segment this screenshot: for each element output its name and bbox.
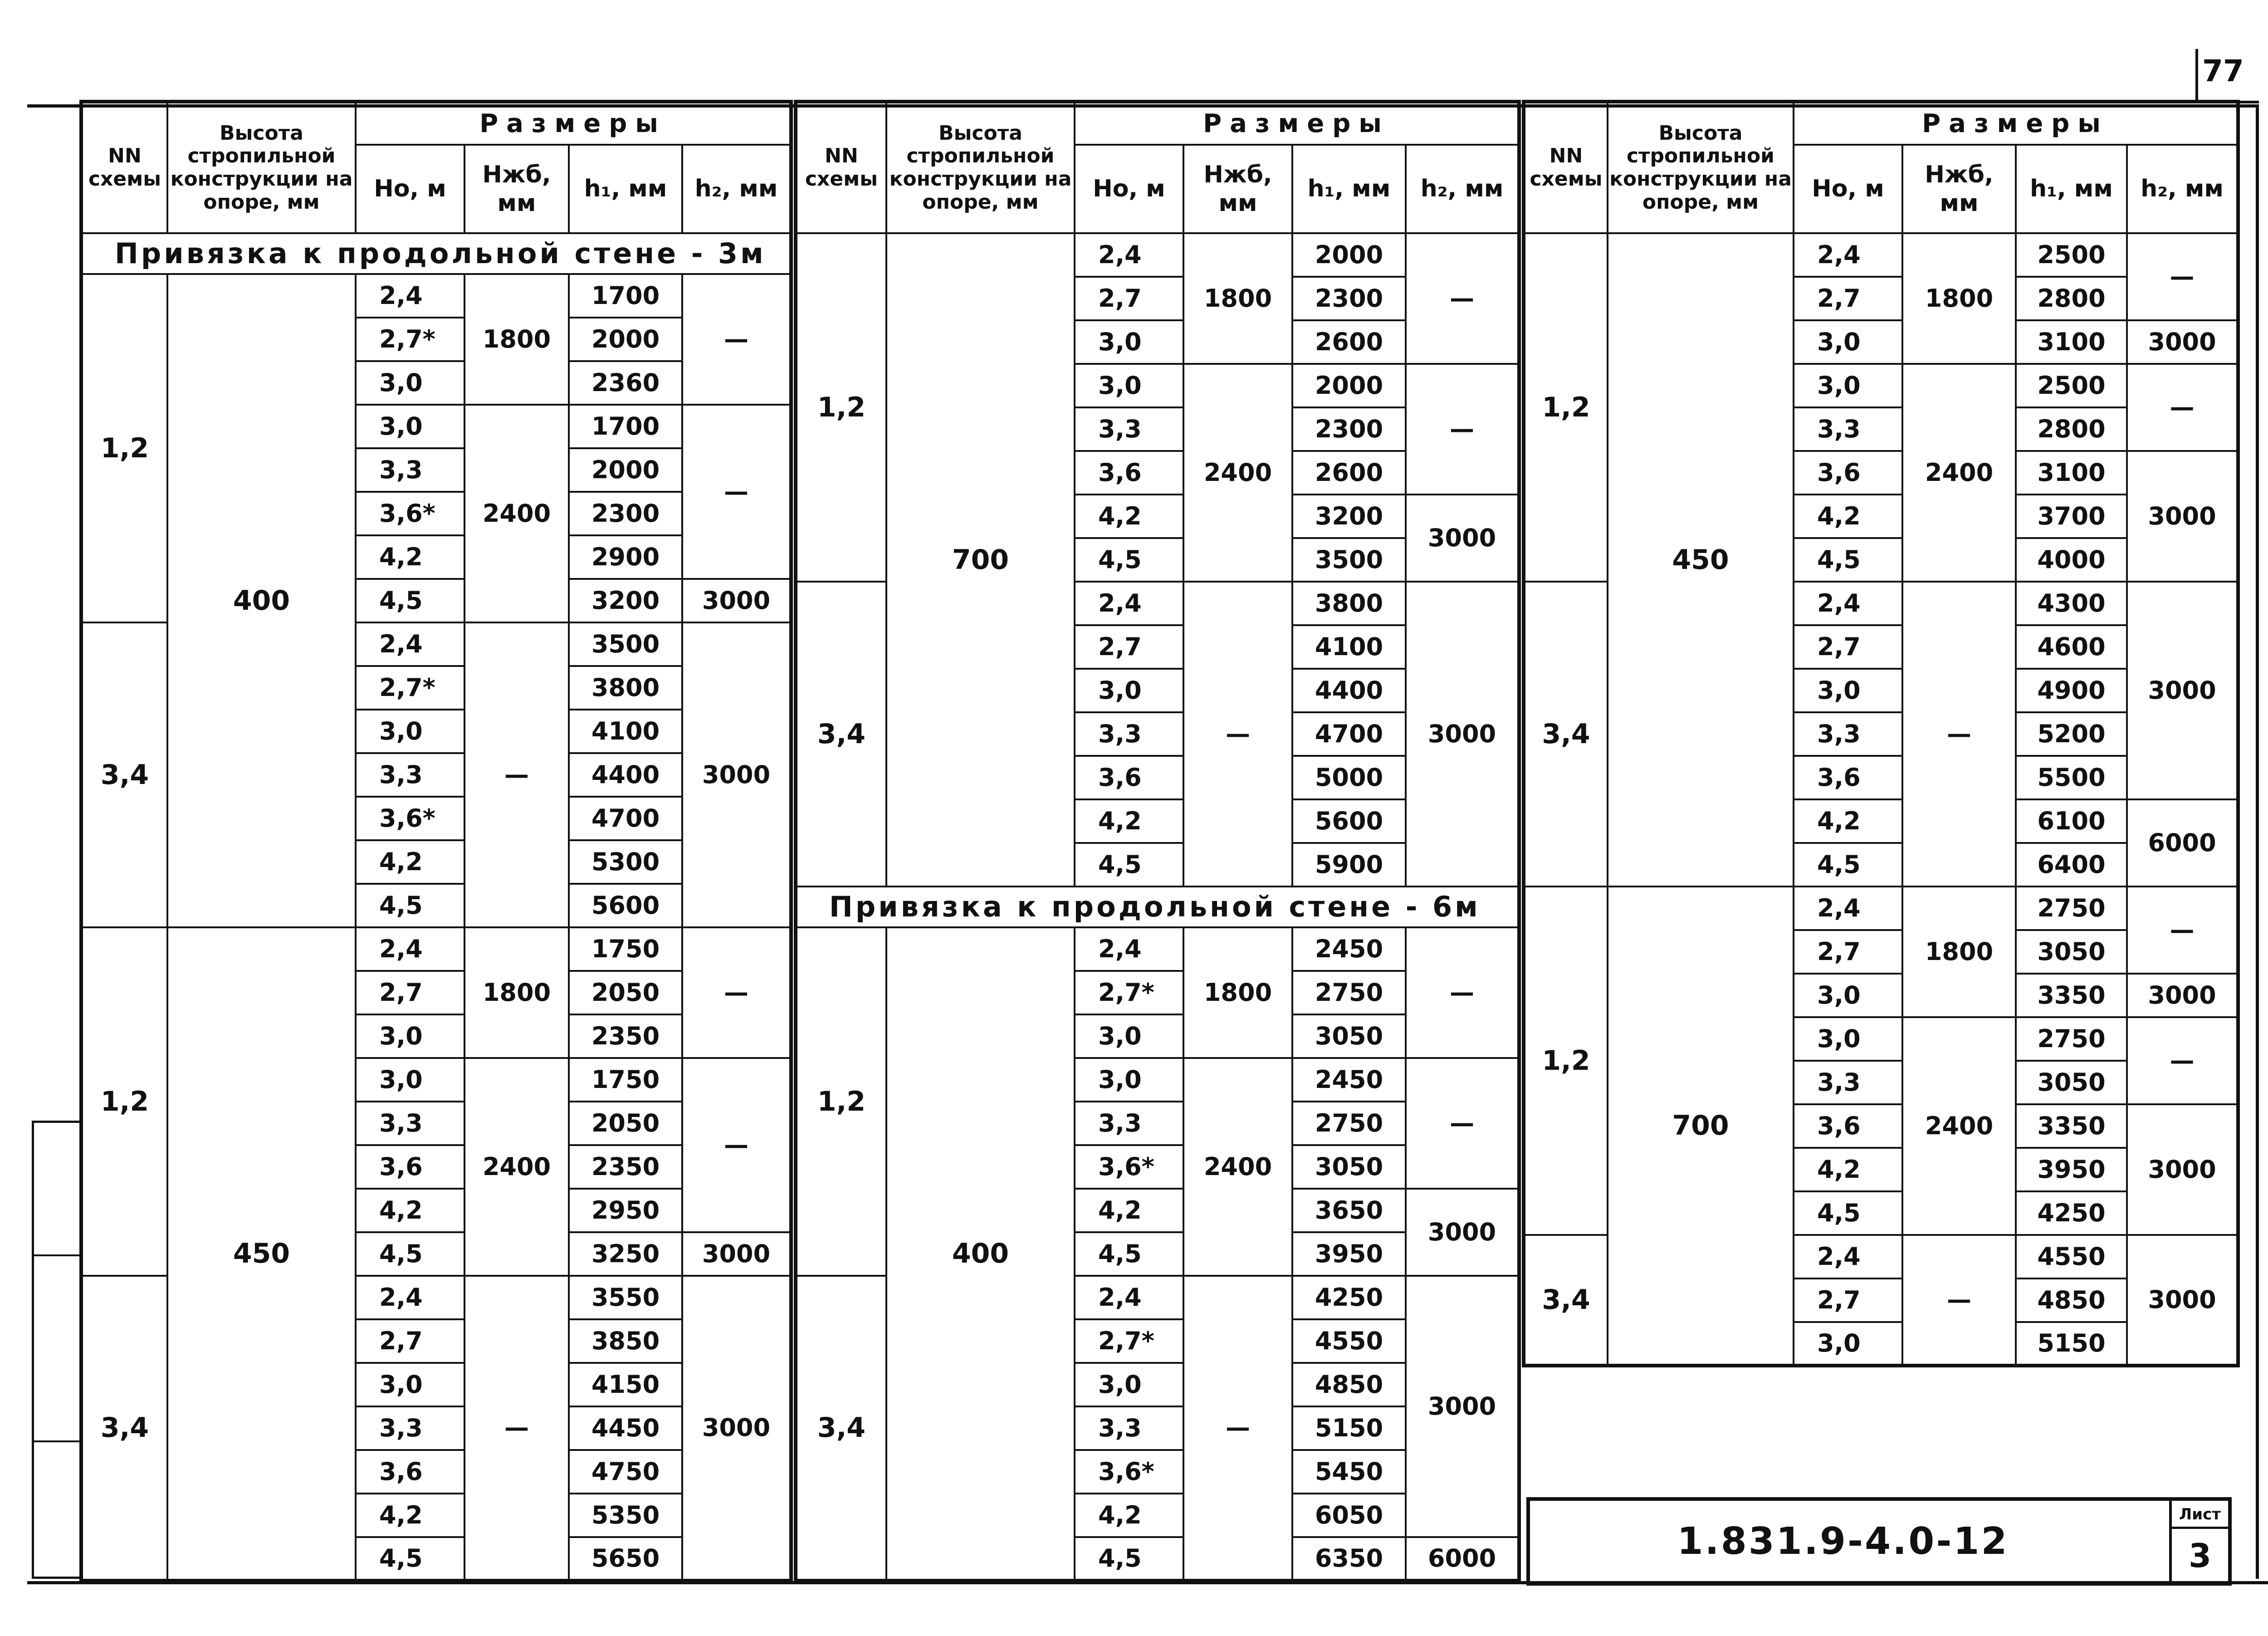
- h0-cell: 3,0: [1794, 1322, 1902, 1366]
- h1-cell: 3100: [2016, 451, 2127, 495]
- h1-cell: 3200: [569, 579, 682, 622]
- h2-cell: 3000: [2127, 320, 2238, 364]
- h1-cell: 3200: [1292, 495, 1406, 538]
- h2-cell: 6000: [2127, 799, 2238, 887]
- table-2: [794, 100, 1521, 1582]
- scheme-cell: 1,2: [1524, 233, 1608, 582]
- hzhb-cell: —: [1902, 1235, 2016, 1366]
- h2-cell: 3000: [2127, 451, 2238, 582]
- h0-cell: 3,6*: [356, 492, 464, 535]
- h2-cell: —: [2127, 364, 2238, 451]
- header-scheme: NN схемы: [1524, 102, 1608, 233]
- h0-cell: 3,0: [356, 1363, 464, 1406]
- h1-cell: 2000: [569, 448, 682, 492]
- h0-cell: 3,0: [356, 1058, 464, 1102]
- h0-cell: 2,4: [1794, 887, 1902, 930]
- h0-cell: 3,3: [356, 1406, 464, 1450]
- title-block: [1526, 1497, 2232, 1586]
- h1-cell: 2000: [569, 318, 682, 361]
- h1-cell: 1750: [569, 927, 682, 971]
- hzhb-cell: 1800: [1183, 233, 1292, 364]
- h1-cell: 4550: [1292, 1319, 1406, 1363]
- h0-cell: 3,3: [1075, 1406, 1183, 1450]
- h0-cell: 2,7: [1794, 277, 1902, 320]
- h0-cell: 2,7*: [1075, 1319, 1183, 1363]
- h1-cell: 5000: [1292, 756, 1406, 799]
- scheme-cell: 3,4: [796, 1276, 886, 1581]
- h1-cell: 3850: [569, 1319, 682, 1363]
- height-cell: 400: [167, 274, 356, 927]
- h1-cell: 6050: [1292, 1494, 1406, 1537]
- h0-cell: 3,6: [1075, 451, 1183, 495]
- h2-cell: —: [2127, 887, 2238, 974]
- h1-cell: 3800: [1292, 582, 1406, 625]
- h2-cell: —: [1406, 927, 1519, 1058]
- h1-cell: 2350: [569, 1014, 682, 1058]
- h2-cell: —: [1406, 364, 1519, 495]
- h0-cell: 4,5: [1075, 1537, 1183, 1581]
- h1-cell: 5600: [1292, 799, 1406, 843]
- hzhb-cell: —: [1183, 1276, 1292, 1581]
- header-h0: Hо, м: [1075, 145, 1183, 233]
- h1-cell: 2600: [1292, 451, 1406, 495]
- header-scheme: NN схемы: [81, 102, 167, 233]
- h2-cell: 3000: [1406, 1189, 1519, 1276]
- h2-cell: —: [682, 274, 791, 405]
- h1-cell: 2800: [2016, 407, 2127, 451]
- height-cell: 450: [167, 927, 356, 1581]
- h1-cell: 3350: [2016, 974, 2127, 1017]
- header-hzhb: Hжб, мм: [1902, 145, 2016, 233]
- hzhb-cell: —: [464, 622, 569, 927]
- h1-cell: 4250: [1292, 1276, 1406, 1319]
- h2-cell: —: [682, 405, 791, 579]
- hzhb-cell: 1800: [464, 927, 569, 1058]
- h0-cell: 2,4: [1075, 233, 1183, 277]
- h0-cell: 3,6*: [356, 797, 464, 840]
- h0-cell: 4,5: [1075, 843, 1183, 887]
- h1-cell: 3950: [1292, 1232, 1406, 1276]
- h2-cell: 3000: [682, 622, 791, 927]
- sheet-number: 3: [2188, 1536, 2212, 1575]
- h0-cell: 4,5: [356, 579, 464, 622]
- h0-cell: 2,7: [1794, 930, 1902, 974]
- h1-cell: 2350: [569, 1145, 682, 1189]
- h0-cell: 3,3: [1794, 712, 1902, 756]
- h0-cell: 3,0: [356, 361, 464, 405]
- h2-cell: 3000: [682, 1276, 791, 1581]
- header-h2: h₂, мм: [1406, 145, 1519, 233]
- header-h0: Hо, м: [356, 145, 464, 233]
- scheme-cell: 1,2: [796, 233, 886, 582]
- h0-cell: 3,6: [1794, 1104, 1902, 1148]
- header-height: Высота стропильной конструкции на опоре, мм: [1608, 102, 1794, 233]
- h1-cell: 2300: [1292, 407, 1406, 451]
- band-3m: Привязка к продольной стене - 3м: [81, 233, 791, 274]
- header-scheme: NN схемы: [796, 102, 886, 233]
- h0-cell: 2,4: [1794, 1235, 1902, 1278]
- scheme-cell: 3,4: [81, 1276, 167, 1581]
- h1-cell: 4750: [569, 1450, 682, 1494]
- h0-cell: 4,5: [1794, 843, 1902, 887]
- h0-cell: 2,4: [1075, 582, 1183, 625]
- sheet-label: Лист: [2172, 1501, 2228, 1529]
- h2-cell: 3000: [2127, 974, 2238, 1017]
- h1-cell: 2600: [1292, 320, 1406, 364]
- h0-cell: 4,5: [1794, 1191, 1902, 1235]
- hzhb-cell: —: [1183, 582, 1292, 887]
- hzhb-cell: 1800: [1902, 887, 2016, 1017]
- h0-cell: 3,3: [356, 448, 464, 492]
- h0-cell: 3,3: [356, 753, 464, 797]
- h1-cell: 4850: [1292, 1363, 1406, 1406]
- h1-cell: 3050: [1292, 1145, 1406, 1189]
- h1-cell: 5500: [2016, 756, 2127, 799]
- h1-cell: 3950: [2016, 1148, 2127, 1191]
- h2-cell: 3000: [682, 1232, 791, 1276]
- h1-cell: 2750: [1292, 971, 1406, 1014]
- h0-cell: 4,5: [1075, 538, 1183, 582]
- h1-cell: 4850: [2016, 1278, 2127, 1322]
- h0-cell: 3,3: [1075, 712, 1183, 756]
- table-1: [79, 100, 793, 1582]
- h0-cell: 3,6: [1794, 451, 1902, 495]
- h0-cell: 4,5: [356, 1537, 464, 1581]
- h0-cell: 3,6: [1075, 756, 1183, 799]
- h0-cell: 2,7: [1794, 1278, 1902, 1322]
- header-h1: h₁, мм: [569, 145, 682, 233]
- h2-cell: 3000: [1406, 495, 1519, 582]
- h0-cell: 3,0: [1794, 974, 1902, 1017]
- header-dimensions: Размеры: [1794, 102, 2238, 145]
- h0-cell: 2,4: [356, 927, 464, 971]
- h0-cell: 3,6: [1794, 756, 1902, 799]
- height-cell: 700: [1608, 887, 1794, 1366]
- h1-cell: 5300: [569, 840, 682, 884]
- h1-cell: 3500: [569, 622, 682, 666]
- h1-cell: 1700: [569, 274, 682, 318]
- scheme-cell: 1,2: [81, 274, 167, 622]
- h0-cell: 4,5: [1075, 1232, 1183, 1276]
- binding-strip: [32, 1121, 82, 1579]
- h0-cell: 3,3: [356, 1102, 464, 1145]
- h1-cell: 2500: [2016, 233, 2127, 277]
- h0-cell: 4,2: [1075, 1494, 1183, 1537]
- h2-cell: —: [2127, 233, 2238, 320]
- h1-cell: 2900: [569, 535, 682, 579]
- h1-cell: 2000: [1292, 233, 1406, 277]
- h0-cell: 4,2: [1794, 495, 1902, 538]
- h0-cell: 2,7: [356, 971, 464, 1014]
- h0-cell: 3,3: [1075, 1102, 1183, 1145]
- h0-cell: 3,0: [1075, 320, 1183, 364]
- h0-cell: 2,4: [356, 1276, 464, 1319]
- hzhb-cell: 1800: [1902, 233, 2016, 364]
- h2-cell: —: [1406, 1058, 1519, 1189]
- h1-cell: 2800: [2016, 277, 2127, 320]
- h1-cell: 3350: [2016, 1104, 2127, 1148]
- h0-cell: 4,2: [356, 1494, 464, 1537]
- h2-cell: 6000: [1406, 1537, 1519, 1581]
- h1-cell: 2450: [1292, 927, 1406, 971]
- h1-cell: 2450: [1292, 1058, 1406, 1102]
- h0-cell: 3,0: [1794, 669, 1902, 712]
- h1-cell: 4300: [2016, 582, 2127, 625]
- h0-cell: 4,2: [1075, 495, 1183, 538]
- h1-cell: 4100: [1292, 625, 1406, 669]
- h1-cell: 4700: [1292, 712, 1406, 756]
- h1-cell: 3050: [2016, 1061, 2127, 1104]
- h0-cell: 2,7: [1075, 625, 1183, 669]
- header-dimensions: Размеры: [1075, 102, 1519, 145]
- h0-cell: 2,4: [1794, 233, 1902, 277]
- h0-cell: 3,0: [1075, 1363, 1183, 1406]
- height-cell: 700: [886, 233, 1075, 887]
- table-3: [1522, 100, 2240, 1367]
- h1-cell: 4550: [2016, 1235, 2127, 1278]
- h1-cell: 1750: [569, 1058, 682, 1102]
- h1-cell: 2360: [569, 361, 682, 405]
- hzhb-cell: 2400: [464, 1058, 569, 1276]
- h1-cell: 2300: [1292, 277, 1406, 320]
- h1-cell: 3550: [569, 1276, 682, 1319]
- h0-cell: 3,0: [356, 1014, 464, 1058]
- h1-cell: 5150: [1292, 1406, 1406, 1450]
- h0-cell: 4,2: [356, 840, 464, 884]
- hzhb-cell: 2400: [1183, 1058, 1292, 1276]
- hzhb-cell: 2400: [464, 405, 569, 622]
- h1-cell: 5900: [1292, 843, 1406, 887]
- h0-cell: 3,6: [356, 1145, 464, 1189]
- header-h0: Hо, м: [1794, 145, 1902, 233]
- h0-cell: 2,7*: [356, 666, 464, 710]
- h1-cell: 2000: [1292, 364, 1406, 407]
- height-cell: 450: [1608, 233, 1794, 887]
- h1-cell: 3500: [1292, 538, 1406, 582]
- hzhb-cell: 2400: [1902, 364, 2016, 582]
- h0-cell: 3,0: [1075, 1058, 1183, 1102]
- bottom-frame-line: [27, 1581, 2268, 1584]
- hzhb-cell: —: [1902, 582, 2016, 887]
- h1-cell: 2300: [569, 492, 682, 535]
- h1-cell: 6400: [2016, 843, 2127, 887]
- h0-cell: 3,3: [1794, 1061, 1902, 1104]
- h1-cell: 6100: [2016, 799, 2127, 843]
- h0-cell: 2,7: [1794, 625, 1902, 669]
- h1-cell: 3800: [569, 666, 682, 710]
- h1-cell: 5200: [2016, 712, 2127, 756]
- h0-cell: 4,5: [356, 884, 464, 927]
- h2-cell: 3000: [1406, 582, 1519, 887]
- h1-cell: 4400: [569, 753, 682, 797]
- h1-cell: 3250: [569, 1232, 682, 1276]
- page-number: 77: [2202, 54, 2244, 88]
- h0-cell: 2,7: [356, 1319, 464, 1363]
- h0-cell: 4,2: [356, 535, 464, 579]
- header-height: Высота стропильной конструкции на опоре, мм: [167, 102, 356, 233]
- h1-cell: 4100: [569, 710, 682, 753]
- h0-cell: 2,4: [356, 622, 464, 666]
- header-h2: h₂, мм: [2127, 145, 2238, 233]
- h0-cell: 3,0: [1794, 320, 1902, 364]
- h0-cell: 3,3: [1075, 407, 1183, 451]
- hzhb-cell: 2400: [1902, 1017, 2016, 1235]
- h1-cell: 1700: [569, 405, 682, 448]
- h0-cell: 2,4: [1794, 582, 1902, 625]
- h0-cell: 3,0: [1794, 364, 1902, 407]
- h0-cell: 2,7*: [1075, 971, 1183, 1014]
- scheme-cell: 3,4: [1524, 582, 1608, 887]
- height-cell: 400: [886, 927, 1075, 1581]
- h0-cell: 2,4: [356, 274, 464, 318]
- header-hzhb: Hжб, мм: [1183, 145, 1292, 233]
- h2-cell: 3000: [2127, 582, 2238, 799]
- h1-cell: 3650: [1292, 1189, 1406, 1232]
- header-h2: h₂, мм: [682, 145, 791, 233]
- scheme-cell: 1,2: [1524, 887, 1608, 1235]
- h1-cell: 2050: [569, 1102, 682, 1145]
- h1-cell: 4400: [1292, 669, 1406, 712]
- h1-cell: 4000: [2016, 538, 2127, 582]
- sheet-cell: [2169, 1501, 2228, 1582]
- h0-cell: 3,6*: [1075, 1450, 1183, 1494]
- h1-cell: 4600: [2016, 625, 2127, 669]
- h0-cell: 3,3: [1794, 407, 1902, 451]
- h0-cell: 3,0: [1075, 669, 1183, 712]
- h1-cell: 2750: [1292, 1102, 1406, 1145]
- h2-cell: 3000: [2127, 1104, 2238, 1235]
- h1-cell: 2950: [569, 1189, 682, 1232]
- h2-cell: —: [682, 1058, 791, 1232]
- h1-cell: 5450: [1292, 1450, 1406, 1494]
- h0-cell: 4,5: [1794, 538, 1902, 582]
- scheme-cell: 1,2: [81, 927, 167, 1276]
- h0-cell: 4,5: [356, 1232, 464, 1276]
- h0-cell: 3,0: [1075, 364, 1183, 407]
- h1-cell: 2750: [2016, 887, 2127, 930]
- h0-cell: 3,6*: [1075, 1145, 1183, 1189]
- h0-cell: 4,2: [1794, 1148, 1902, 1191]
- h2-cell: 3000: [682, 579, 791, 622]
- hzhb-cell: 1800: [464, 274, 569, 405]
- h2-cell: —: [2127, 1017, 2238, 1104]
- hzhb-cell: 2400: [1183, 364, 1292, 582]
- header-height: Высота стропильной конструкции на опоре, мм: [886, 102, 1075, 233]
- hzhb-cell: —: [464, 1276, 569, 1581]
- scheme-cell: 3,4: [796, 582, 886, 887]
- h1-cell: 4250: [2016, 1191, 2127, 1235]
- h1-cell: 3100: [2016, 320, 2127, 364]
- h0-cell: 3,0: [1075, 1014, 1183, 1058]
- h0-cell: 2,4: [1075, 927, 1183, 971]
- h1-cell: 5650: [569, 1537, 682, 1581]
- h0-cell: 2,7: [1075, 277, 1183, 320]
- scheme-cell: 3,4: [1524, 1235, 1608, 1366]
- header-dimensions: Размеры: [356, 102, 791, 145]
- h0-cell: 4,2: [356, 1189, 464, 1232]
- h0-cell: 3,0: [356, 405, 464, 448]
- h2-cell: —: [1406, 233, 1519, 364]
- h0-cell: 4,2: [1075, 1189, 1183, 1232]
- h1-cell: 3700: [2016, 495, 2127, 538]
- h1-cell: 5150: [2016, 1322, 2127, 1366]
- h1-cell: 4450: [569, 1406, 682, 1450]
- h2-cell: 3000: [1406, 1276, 1519, 1537]
- h0-cell: 2,7*: [356, 318, 464, 361]
- h1-cell: 2500: [2016, 364, 2127, 407]
- h1-cell: 2750: [2016, 1017, 2127, 1061]
- document-code: 1.831.9-4.0-12: [1677, 1520, 2009, 1563]
- h1-cell: 6350: [1292, 1537, 1406, 1581]
- scheme-cell: 3,4: [81, 622, 167, 927]
- h1-cell: 4900: [2016, 669, 2127, 712]
- header-hzhb: Hжб, мм: [464, 145, 569, 233]
- h2-cell: —: [682, 927, 791, 1058]
- h0-cell: 3,0: [1794, 1017, 1902, 1061]
- h0-cell: 3,6: [356, 1450, 464, 1494]
- hzhb-cell: 1800: [1183, 927, 1292, 1058]
- header-h1: h₁, мм: [1292, 145, 1406, 233]
- h1-cell: 3050: [1292, 1014, 1406, 1058]
- band-6m: Привязка к продольной стене - 6м: [796, 887, 1519, 927]
- h0-cell: 2,4: [1075, 1276, 1183, 1319]
- h1-cell: 4150: [569, 1363, 682, 1406]
- h0-cell: 4,2: [1794, 799, 1902, 843]
- h1-cell: 3050: [2016, 930, 2127, 974]
- h1-cell: 5600: [569, 884, 682, 927]
- h2-cell: 3000: [2127, 1235, 2238, 1366]
- header-h1: h₁, мм: [2016, 145, 2127, 233]
- h0-cell: 4,2: [1075, 799, 1183, 843]
- h0-cell: 3,0: [356, 710, 464, 753]
- h1-cell: 2050: [569, 971, 682, 1014]
- h1-cell: 4700: [569, 797, 682, 840]
- scheme-cell: 1,2: [796, 927, 886, 1276]
- h1-cell: 5350: [569, 1494, 682, 1537]
